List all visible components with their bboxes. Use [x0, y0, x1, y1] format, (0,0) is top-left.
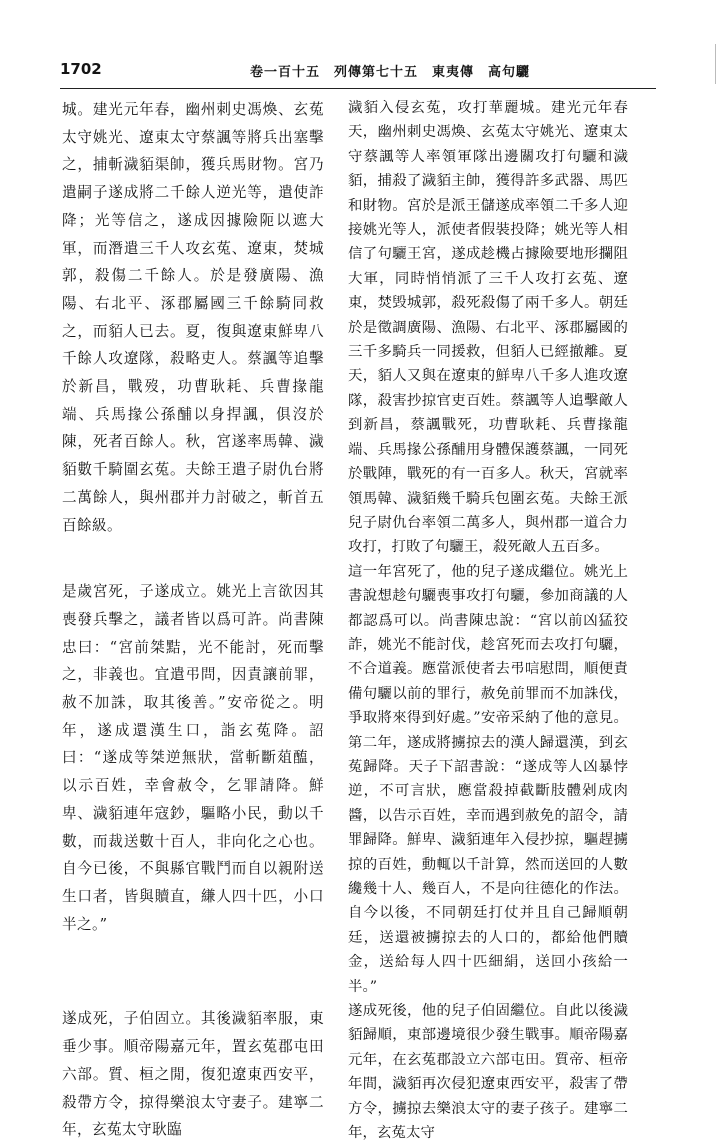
classical-paragraph-3: 遂成死，子伯固立。其後濊貊率服，東垂少事。順帝陽嘉元年，置玄菟郡屯田六部。質、桓之閒，復犯遼東西安平，殺帶方令，掠得樂浪太守妻子。建寧二年，玄菟太守耿臨 [62, 1010, 324, 1139]
page-header [60, 60, 660, 84]
paragraph-gap [62, 539, 324, 578]
running-title: 卷一百十五 列傳第七十五 東夷傳 高句驪 [250, 65, 531, 80]
classical-paragraph-2: 是歲宮死，子遂成立。姚光上言欲因其喪發兵擊之，議者皆以爲可許。尚書陳忠曰：“宮前桀黠，光不能討，死而擊之，非義也。宜遣弔問，因責讓前罪，赦不加誅，取其後善。”安帝從之。明年，遂成還漢生口，詣玄菟降。詔曰：“遂成等桀逆無狀，當斬斷葅醢，以示百姓，幸會赦令，乞罪請降。鮮卑、濊貊連年寇鈔，驅略小民，動以千數，而裁送數十百人，非向化之心也。自今已後，不與縣官戰鬥而自以親附送生口者，皆與贖直，縑人四十匹，小口半之。” [62, 583, 324, 933]
page-number: 1702 [60, 60, 102, 78]
translation-column [348, 96, 628, 1145]
header-rule [60, 88, 656, 89]
translation-paragraph-3: 遂成死後，他的兒子伯固繼位。自此以後濊貊歸順，東部邊境很少發生戰事。順帝陽嘉元年，在玄菟郡設立六部屯田。質帝、桓帝年間，濊貊再次侵犯遼東西安平，殺害了帶方令，擄掠去樂浪太守的妻子孩子。建寧二年，玄菟太守 [348, 1003, 628, 1142]
page-edge-mark [711, 44, 716, 84]
classical-text-column [62, 96, 324, 1144]
translation-paragraph-1: 濊貊入侵玄菟，攻打華麗城。建光元年春天，幽州刺史馮煥、玄菟太守姚光、遼東太守蔡諷等人率領軍隊出邊關攻打句驪和濊貊，捕殺了濊貊主帥，獲得許多武器、馬匹和財物。宮於是派王儲遂成率領二千多人迎接姚光等人，派使者假裝投降；姚光等人相信了句驪王宮，遂成趁機占據險要地形攔阻大軍，同時悄悄派了三千人攻打玄菟、遼東，焚毁城郭，殺死殺傷了兩千多人。朝廷於是徵調廣陽、漁陽、右北平、涿郡屬國的三千多騎兵一同援救，但貊人已經撤離。夏天，貊人又與在遼東的鮮卑八千多人進攻遼隊，殺害抄掠官吏百姓。蔡諷等人追擊敵人到新昌，蔡諷戰死，功曹耿耗、兵曹掾龍端、兵馬掾公孫酺用身體保護蔡諷，一同死於戰陣，戰死的有一百多人。秋天，宮就率領馬韓、濊貊幾千騎兵包圍玄菟。夫餘王派兒子尉仇台率領二萬多人，與州郡一道合力攻打，打敗了句驪王，殺死敵人五百多。 [348, 100, 628, 556]
paragraph-gap [62, 938, 324, 1005]
classical-paragraph-1: 城。建光元年春，幽州刺史馮煥、玄菟太守姚光、遼東太守蔡諷等將兵出塞擊之，捕斬濊貊渠帥，獲兵馬財物。宮乃遣嗣子遂成將二千餘人逆光等，遣使詐降；光等信之，遂成因據險阨以遮大軍，而潛遣三千人攻玄菟、遼東，焚城郭，殺傷二千餘人。於是發廣陽、漁陽、右北平、涿郡屬國三千餘騎同救之，而貊人已去。夏，復與遼東鮮卑八千餘人攻遼隊，殺略吏人。蔡諷等追擊於新昌，戰歿，功曹耿耗、兵曹掾龍端、兵馬掾公孫酺以身捍諷，俱沒於陳，死者百餘人。秋，宮遂率馬韓、濊貊數千騎圍玄菟。夫餘王遣子尉仇台將二萬餘人，與州郡并力討破之，斬首五百餘級。 [62, 101, 324, 534]
translation-paragraph-2: 這一年宮死了，他的兒子遂成繼位。姚光上書說想趁句驪喪事攻打句驪，參加商議的人都認爲可以。尚書陳忠說：“宮以前凶猛狡詐，姚光不能討伐，趁宮死而去攻打句驪，不合道義。應當派使者去弔唁慰問，順便責備句驪以前的罪行，赦免前罪而不加誅伐，爭取將來得到好處。”安帝采納了他的意見。第二年，遂成將擄掠去的漢人歸還漢，到玄菟歸降。天子下詔書說：“遂成等人凶暴悖逆，不可言狀，應當殺掉截斷肢體剁成肉醬，以告示百姓，幸而遇到赦免的詔令，請罪歸降。鮮卑、濊貊連年入侵抄掠，驅趕擄掠的百姓，動輒以千計算，然而送回的人數纔幾十人、幾百人，不是向往德化的作法。自今以後，不同朝廷打仗并且自己歸順朝廷，送還被擄掠去的人口的，都給他們贖金，送給每人四十匹細絹，送回小孩給一半。” [348, 563, 628, 995]
